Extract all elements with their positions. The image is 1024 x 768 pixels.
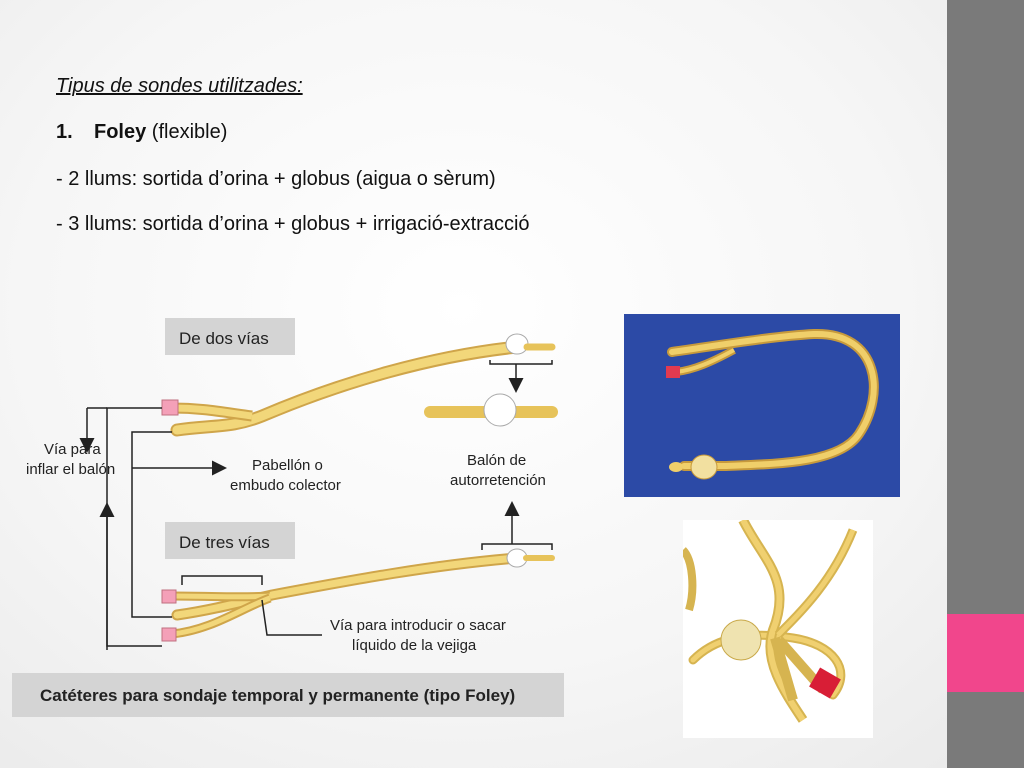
via-para-label-2: inflar el balón (26, 461, 116, 478)
catheter-photo-blue (624, 314, 900, 497)
catheter-diagram-svg (12, 300, 582, 720)
slide-heading: Tipus de sondes utilitzades: (56, 75, 303, 97)
sidebar-accent (947, 614, 1024, 692)
balon-label-2: autorretención (450, 472, 546, 489)
pabellon-label-1: Pabellón o (252, 457, 323, 474)
item-rest: (flexible) (146, 121, 228, 143)
via-para-label-1: Vía para (44, 441, 101, 458)
balon-label-1: Balón de (467, 452, 527, 469)
intro-label-1: Vía para introducir o sacar (330, 617, 506, 634)
pabellon-label-2: embudo colector (230, 477, 341, 494)
item-number: 1. (56, 121, 73, 143)
item-bold-term: Foley (94, 121, 147, 143)
intro-label-2: líquido de la vejiga (352, 637, 477, 654)
bullet-two-lumens: - 2 llums: sortida d’orina + globus (aigua o sèrum) (56, 168, 496, 190)
label-two-way: De dos vías (179, 329, 269, 348)
inflated-balloon-detail (430, 394, 552, 426)
catheter-photo-white (683, 520, 873, 738)
bullet-three-lumens: - 3 llums: sortida d’orina + globus + irrigació-extracció (56, 213, 530, 235)
list-item-foley (56, 120, 227, 144)
diagram-caption: Catéteres para sondaje temporal y permanente (tipo Foley) (40, 686, 516, 705)
label-three-way: De tres vías (179, 533, 270, 552)
catheter-diagram (12, 300, 582, 720)
